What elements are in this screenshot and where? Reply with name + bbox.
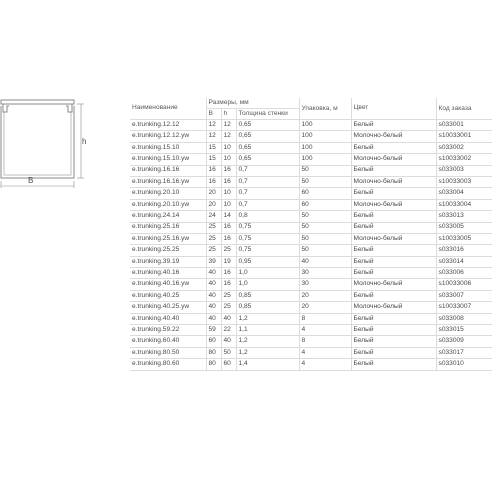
cell-color: Молочно-белый xyxy=(351,131,436,142)
cell-color: Белый xyxy=(351,142,436,153)
cell-b: 40 xyxy=(206,302,221,313)
cell-wall: 1,2 xyxy=(236,336,299,347)
specification-table xyxy=(130,98,492,371)
cell-h: 16 xyxy=(221,279,236,290)
cell-b: 25 xyxy=(206,245,221,256)
cell-wall: 0,65 xyxy=(236,120,299,131)
cell-name: e.trunking.40.40 xyxy=(130,313,206,324)
cell-wall: 0,65 xyxy=(236,131,299,142)
cell-b: 80 xyxy=(206,347,221,358)
cell-pack: 8 xyxy=(299,313,351,324)
cell-code: s033005 xyxy=(436,222,492,233)
table-row xyxy=(130,176,492,187)
cell-wall: 0,65 xyxy=(236,142,299,153)
table-row xyxy=(130,199,492,210)
cell-code: s10033003 xyxy=(436,176,492,187)
table-header-row xyxy=(130,98,492,109)
cell-color: Молочно-белый xyxy=(351,176,436,187)
cell-pack: 4 xyxy=(299,325,351,336)
table-row xyxy=(130,325,492,336)
cell-b: 25 xyxy=(206,222,221,233)
cell-b: 40 xyxy=(206,268,221,279)
cell-b: 25 xyxy=(206,233,221,244)
cell-b: 59 xyxy=(206,325,221,336)
table-row xyxy=(130,290,492,301)
cell-pack: 100 xyxy=(299,142,351,153)
cell-name: e.trunking.16.16.yw xyxy=(130,176,206,187)
cell-color: Молочно-белый xyxy=(351,279,436,290)
cell-wall: 0,7 xyxy=(236,188,299,199)
cell-pack: 60 xyxy=(299,199,351,210)
table-row xyxy=(130,347,492,358)
cell-name: e.trunking.15.10.yw xyxy=(130,154,206,165)
header-sizes: Размеры, мм xyxy=(206,98,299,109)
cell-wall: 0,7 xyxy=(236,176,299,187)
cell-name: e.trunking.39.19 xyxy=(130,256,206,267)
header-name: Наименование xyxy=(130,98,206,120)
table-row xyxy=(130,268,492,279)
cell-b: 20 xyxy=(206,188,221,199)
cell-h: 25 xyxy=(221,302,236,313)
header-code: Код заказа xyxy=(436,98,492,120)
cell-wall: 1,0 xyxy=(236,279,299,290)
cell-b: 15 xyxy=(206,154,221,165)
header-color: Цвет xyxy=(351,98,436,120)
header-pack: Упаковка, м xyxy=(299,98,351,120)
cell-pack: 50 xyxy=(299,176,351,187)
cell-wall: 1,0 xyxy=(236,268,299,279)
cell-wall: 0,75 xyxy=(236,233,299,244)
cell-wall: 1,2 xyxy=(236,347,299,358)
cell-h: 14 xyxy=(221,211,236,222)
cell-name: e.trunking.40.16.yw xyxy=(130,279,206,290)
cell-b: 16 xyxy=(206,165,221,176)
cell-name: e.trunking.20.10 xyxy=(130,188,206,199)
table-body xyxy=(130,120,492,371)
cell-b: 60 xyxy=(206,336,221,347)
cell-h: 50 xyxy=(221,347,236,358)
cell-name: e.trunking.60.40 xyxy=(130,336,206,347)
cell-name: e.trunking.24.14 xyxy=(130,211,206,222)
cell-h: 12 xyxy=(221,120,236,131)
cell-code: s10033007 xyxy=(436,302,492,313)
table-row xyxy=(130,279,492,290)
cell-h: 10 xyxy=(221,142,236,153)
cell-wall: 1,2 xyxy=(236,313,299,324)
cell-color: Белый xyxy=(351,313,436,324)
h-label: h xyxy=(82,137,87,146)
table-row xyxy=(130,165,492,176)
cell-wall: 0,7 xyxy=(236,199,299,210)
table-row xyxy=(130,245,492,256)
cell-color: Белый xyxy=(351,120,436,131)
cell-code: s033002 xyxy=(436,142,492,153)
cell-code: s10033001 xyxy=(436,131,492,142)
cell-color: Белый xyxy=(351,268,436,279)
header-h: h xyxy=(221,109,236,120)
cell-color: Белый xyxy=(351,256,436,267)
cell-code: s033008 xyxy=(436,313,492,324)
cell-h: 16 xyxy=(221,268,236,279)
cell-code: s10033005 xyxy=(436,233,492,244)
table-row xyxy=(130,142,492,153)
cell-name: e.trunking.12.12.yw xyxy=(130,131,206,142)
cell-b: 40 xyxy=(206,279,221,290)
cell-code: s10033002 xyxy=(436,154,492,165)
cell-wall: 0,85 xyxy=(236,302,299,313)
cell-code: s033007 xyxy=(436,290,492,301)
channel-inner-outline xyxy=(4,112,71,175)
cell-wall: 1,4 xyxy=(236,359,299,370)
cell-wall: 0,75 xyxy=(236,222,299,233)
cell-code: s033015 xyxy=(436,325,492,336)
cell-h: 16 xyxy=(221,222,236,233)
cell-pack: 100 xyxy=(299,131,351,142)
table-row xyxy=(130,256,492,267)
table-row xyxy=(130,211,492,222)
table-row xyxy=(130,313,492,324)
cell-b: 39 xyxy=(206,256,221,267)
cell-code: s033010 xyxy=(436,359,492,370)
cell-b: 12 xyxy=(206,120,221,131)
cell-code: s033017 xyxy=(436,347,492,358)
table-row xyxy=(130,188,492,199)
cell-code: s033004 xyxy=(436,188,492,199)
cell-pack: 4 xyxy=(299,359,351,370)
cell-h: 60 xyxy=(221,359,236,370)
cell-h: 10 xyxy=(221,199,236,210)
cell-name: e.trunking.15.10 xyxy=(130,142,206,153)
cell-color: Молочно-белый xyxy=(351,199,436,210)
cell-pack: 4 xyxy=(299,347,351,358)
cell-color: Белый xyxy=(351,290,436,301)
left-clip xyxy=(3,104,9,112)
cell-pack: 50 xyxy=(299,165,351,176)
cell-pack: 40 xyxy=(299,256,351,267)
cell-pack: 50 xyxy=(299,245,351,256)
cell-code: s10033004 xyxy=(436,199,492,210)
right-clip xyxy=(66,104,72,112)
cell-name: e.trunking.40.16 xyxy=(130,268,206,279)
cell-h: 10 xyxy=(221,188,236,199)
table-row xyxy=(130,154,492,165)
cell-h: 25 xyxy=(221,245,236,256)
cell-code: s033014 xyxy=(436,256,492,267)
cell-wall: 0,85 xyxy=(236,290,299,301)
cell-pack: 30 xyxy=(299,279,351,290)
cell-code: s033016 xyxy=(436,245,492,256)
cell-pack: 100 xyxy=(299,120,351,131)
cell-wall: 0,65 xyxy=(236,154,299,165)
cell-color: Белый xyxy=(351,336,436,347)
cell-color: Белый xyxy=(351,347,436,358)
table-row xyxy=(130,131,492,142)
table-row xyxy=(130,233,492,244)
cell-h: 19 xyxy=(221,256,236,267)
table-row xyxy=(130,359,492,370)
cell-b: 24 xyxy=(206,211,221,222)
cell-pack: 50 xyxy=(299,233,351,244)
cell-name: e.trunking.40.25 xyxy=(130,290,206,301)
trunking-profile-diagram xyxy=(0,92,90,202)
cell-name: e.trunking.12.12 xyxy=(130,120,206,131)
cell-code: s033013 xyxy=(436,211,492,222)
cell-name: e.trunking.40.25.yw xyxy=(130,302,206,313)
cell-pack: 100 xyxy=(299,154,351,165)
cell-color: Белый xyxy=(351,245,436,256)
cell-name: e.trunking.25.25 xyxy=(130,245,206,256)
cell-wall: 0,95 xyxy=(236,256,299,267)
cell-h: 16 xyxy=(221,165,236,176)
cell-wall: 0,8 xyxy=(236,211,299,222)
channel-outline xyxy=(1,106,74,178)
cell-color: Белый xyxy=(351,188,436,199)
cell-name: e.trunking.59.22 xyxy=(130,325,206,336)
cell-pack: 50 xyxy=(299,211,351,222)
lid-outline xyxy=(1,100,74,104)
cell-code: s033001 xyxy=(436,120,492,131)
cell-name: e.trunking.20.10.yw xyxy=(130,199,206,210)
cell-wall: 0,75 xyxy=(236,245,299,256)
cell-name: e.trunking.80.60 xyxy=(130,359,206,370)
cell-name: e.trunking.80.50 xyxy=(130,347,206,358)
cell-name: e.trunking.25.16.yw xyxy=(130,233,206,244)
cell-color: Молочно-белый xyxy=(351,154,436,165)
cell-h: 25 xyxy=(221,290,236,301)
cell-b: 40 xyxy=(206,290,221,301)
table-row xyxy=(130,336,492,347)
cell-code: s033006 xyxy=(436,268,492,279)
cell-pack: 20 xyxy=(299,302,351,313)
table-row xyxy=(130,222,492,233)
b-label: B xyxy=(28,176,34,185)
cell-b: 16 xyxy=(206,176,221,187)
cell-pack: 8 xyxy=(299,336,351,347)
cell-b: 80 xyxy=(206,359,221,370)
cell-color: Молочно-белый xyxy=(351,233,436,244)
cell-wall: 0,7 xyxy=(236,165,299,176)
cell-h: 40 xyxy=(221,336,236,347)
cell-color: Молочно-белый xyxy=(351,302,436,313)
cell-name: e.trunking.16.16 xyxy=(130,165,206,176)
cell-code: s033003 xyxy=(436,165,492,176)
cell-pack: 60 xyxy=(299,188,351,199)
table-row xyxy=(130,120,492,131)
cell-h: 12 xyxy=(221,131,236,142)
header-wall: Толщина стенки xyxy=(236,109,299,120)
cell-b: 15 xyxy=(206,142,221,153)
cell-h: 40 xyxy=(221,313,236,324)
cell-code: s033009 xyxy=(436,336,492,347)
cell-b: 40 xyxy=(206,313,221,324)
cell-h: 10 xyxy=(221,154,236,165)
cell-wall: 1,1 xyxy=(236,325,299,336)
cell-code: s10033006 xyxy=(436,279,492,290)
cell-b: 20 xyxy=(206,199,221,210)
cell-name: e.trunking.25.16 xyxy=(130,222,206,233)
cell-color: Белый xyxy=(351,222,436,233)
cell-color: Белый xyxy=(351,165,436,176)
cell-h: 16 xyxy=(221,176,236,187)
cell-pack: 20 xyxy=(299,290,351,301)
table-row xyxy=(130,302,492,313)
cell-color: Белый xyxy=(351,325,436,336)
cell-pack: 50 xyxy=(299,222,351,233)
cell-color: Белый xyxy=(351,359,436,370)
header-b: В xyxy=(206,109,221,120)
cell-h: 22 xyxy=(221,325,236,336)
cell-b: 12 xyxy=(206,131,221,142)
cell-color: Белый xyxy=(351,211,436,222)
cell-pack: 30 xyxy=(299,268,351,279)
cell-h: 16 xyxy=(221,233,236,244)
